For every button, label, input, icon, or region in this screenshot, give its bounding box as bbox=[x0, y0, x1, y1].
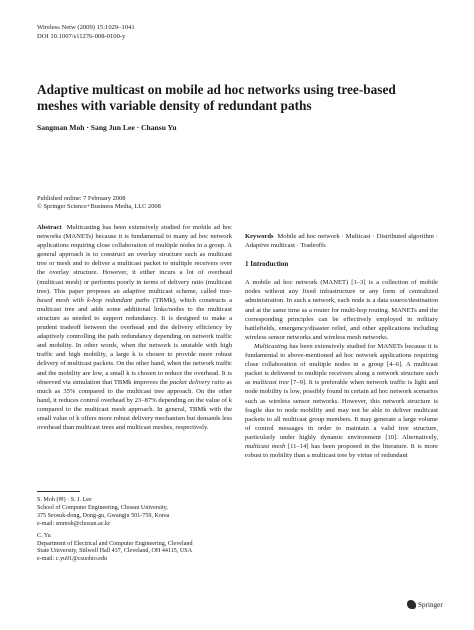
affiliation-2-line-1: Department of Electrical and Computer Engineering, Cleveland bbox=[37, 540, 193, 547]
abstract-label: Abstract bbox=[37, 224, 62, 231]
affiliation-2-line-2: State University, Stilwell Hall 437, Cleveland, OH 44115, USA bbox=[37, 548, 193, 555]
intro-paragraph-2-part: [11–14] has been proposed in the literature. It is more robust to mobility than a multicast tree by virtue of redundant bbox=[245, 442, 438, 460]
affiliation-1-names: S. Moh (✉) · S. J. Lee bbox=[37, 497, 92, 503]
intro-paragraph-2-part: Multicasting bbox=[254, 342, 288, 350]
abstract-text-1: Multicasting has been extensively studied for mobile ad hoc networks (MANETs) because it is fundamental to many ad hoc network applications requiring close collaboration of multiple nodes in a group. A general approach is to construct an overlay structure such as multicast tree or mesh and to deliver a multicast packet to multiple receivers over the overlay structure. However, it either incurs a lot of overhead (multicast mesh) or performs poorly in terms of delivery ratio (multicast tree). This paper proposes an adaptive multicast scheme, called bbox=[37, 224, 232, 295]
keywords-text: Mobile ad hoc network · Multicast · Distributed algorithm · Adaptive multicast · Tradeoffs bbox=[245, 233, 438, 250]
keywords bbox=[245, 232, 438, 250]
keywords-label: Keywords bbox=[245, 233, 274, 240]
abstract-emphasis-1: tree-based mesh with k-hop redundant paths bbox=[37, 287, 232, 304]
affiliation-2-email[interactable]: e-mail: c.yu91@csuohio.edu bbox=[37, 556, 108, 563]
affiliations bbox=[37, 497, 233, 564]
published-date: Published online: 7 February 2008 bbox=[37, 195, 126, 202]
left-column bbox=[37, 223, 232, 432]
intro-paragraph-2-part: multicast tree bbox=[252, 379, 289, 387]
journal-header bbox=[37, 24, 135, 41]
intro-paragraph-2-part: multicast mesh bbox=[245, 442, 286, 450]
affiliation-1-email[interactable]: e-mail: smmoh@chosun.ac.kr bbox=[37, 520, 111, 527]
doi[interactable]: DOI 10.1007/s11276-008-0100-y bbox=[37, 32, 126, 40]
publication-info bbox=[37, 195, 161, 211]
affiliation-1-line-2: 375 Seosuk-dong, Dong-gu, Gwangju 501-759, Korea bbox=[37, 512, 170, 519]
section-heading-introduction: 1 Introduction bbox=[245, 260, 289, 269]
intro-paragraph-1: A mobile ad hoc network (MANET) [1–3] is a collection of mobile nodes without any fixed infrastructure or any form of centralized administration. In such a network, each node is a data source/destination and at the same time as a router for multi-hop routing. MANETs and the corresponding principles can be effectively employed in military battlefields, emergency/disaster relief, and other applications including wireless sensor networks and wireless mesh networks. bbox=[245, 279, 438, 341]
intro-paragraph-2-part: has been extensively studied for MANETs because it is fundamental to above-mentioned ad hoc network applications requiring close collaboration of multiple nodes in a group [4–6]. A multicast packet is delivered to multiple receivers along a network structure such as bbox=[245, 342, 438, 387]
journal-citation: Wireless Netw (2009) 15:1029–1041 bbox=[37, 24, 135, 31]
springer-horse-icon bbox=[407, 600, 416, 609]
right-column bbox=[245, 223, 438, 460]
paper-title: Adaptive multicast on mobile ad hoc networks using tree-based meshes with variable density of redundant paths bbox=[37, 82, 396, 113]
affiliation-2-name: C. Yu bbox=[37, 532, 51, 539]
copyright: © Springer Science+Business Media, LLC 2008 bbox=[37, 203, 161, 211]
abstract bbox=[37, 223, 232, 432]
publisher-name: Springer bbox=[418, 600, 443, 609]
affiliation-1-line-1: School of Computer Engineering, Chosun University, bbox=[37, 504, 168, 511]
abstract-text-2: (TBMk), which constructs a multicast tree and adds some additional links/nodes to the multicast structure as needed to support redundancy. It is designed to make a prudent tradeoff between the overhead and the delivery efficiency by adaptively controlling the path redundancy depending on network traffic and mobility. In other words, when the network is unstable with high traffic and high mobility, a large k is chosen to provide more robust delivery of multicast packets. On the other hand, when the network traffic and the mobility are low, a small k is chosen to reduce the overhead. It is observed via simulation that TBMk improves the bbox=[37, 296, 233, 386]
publisher-logo bbox=[407, 600, 443, 609]
abstract-emphasis-2: packet delivery ratio bbox=[169, 378, 225, 386]
footnote-rule bbox=[37, 491, 80, 492]
intro-paragraph-2 bbox=[245, 342, 438, 460]
intro-paragraph-2-part: [7–9]. It is preferable when network traffic is light and node mobility is low, possibly found in certain ad hoc network scenarios such as wireless sensor networks. However, this network structure is fragile due to node mobility and may not be able to deliver multicast packets to all multicast group members. It may generate a large volume of control messages in order to maintain a valid tree structure, particularly under highly dynamic environment [10]. Alternatively, bbox=[245, 379, 438, 441]
abstract-text-3: as much as 35% compared to the multicast tree approach. On the other hand, it reduces control overhead by 23–87% depending on the value of k compared to the multicast mesh approach. In general, TBMk with the small value of k offers more robust delivery mechanism but demands less overhead than multicast trees and multicast meshes, respectively. bbox=[37, 378, 232, 432]
authors: Sangman Moh · Sang Jun Lee · Chansu Yu bbox=[37, 123, 177, 132]
